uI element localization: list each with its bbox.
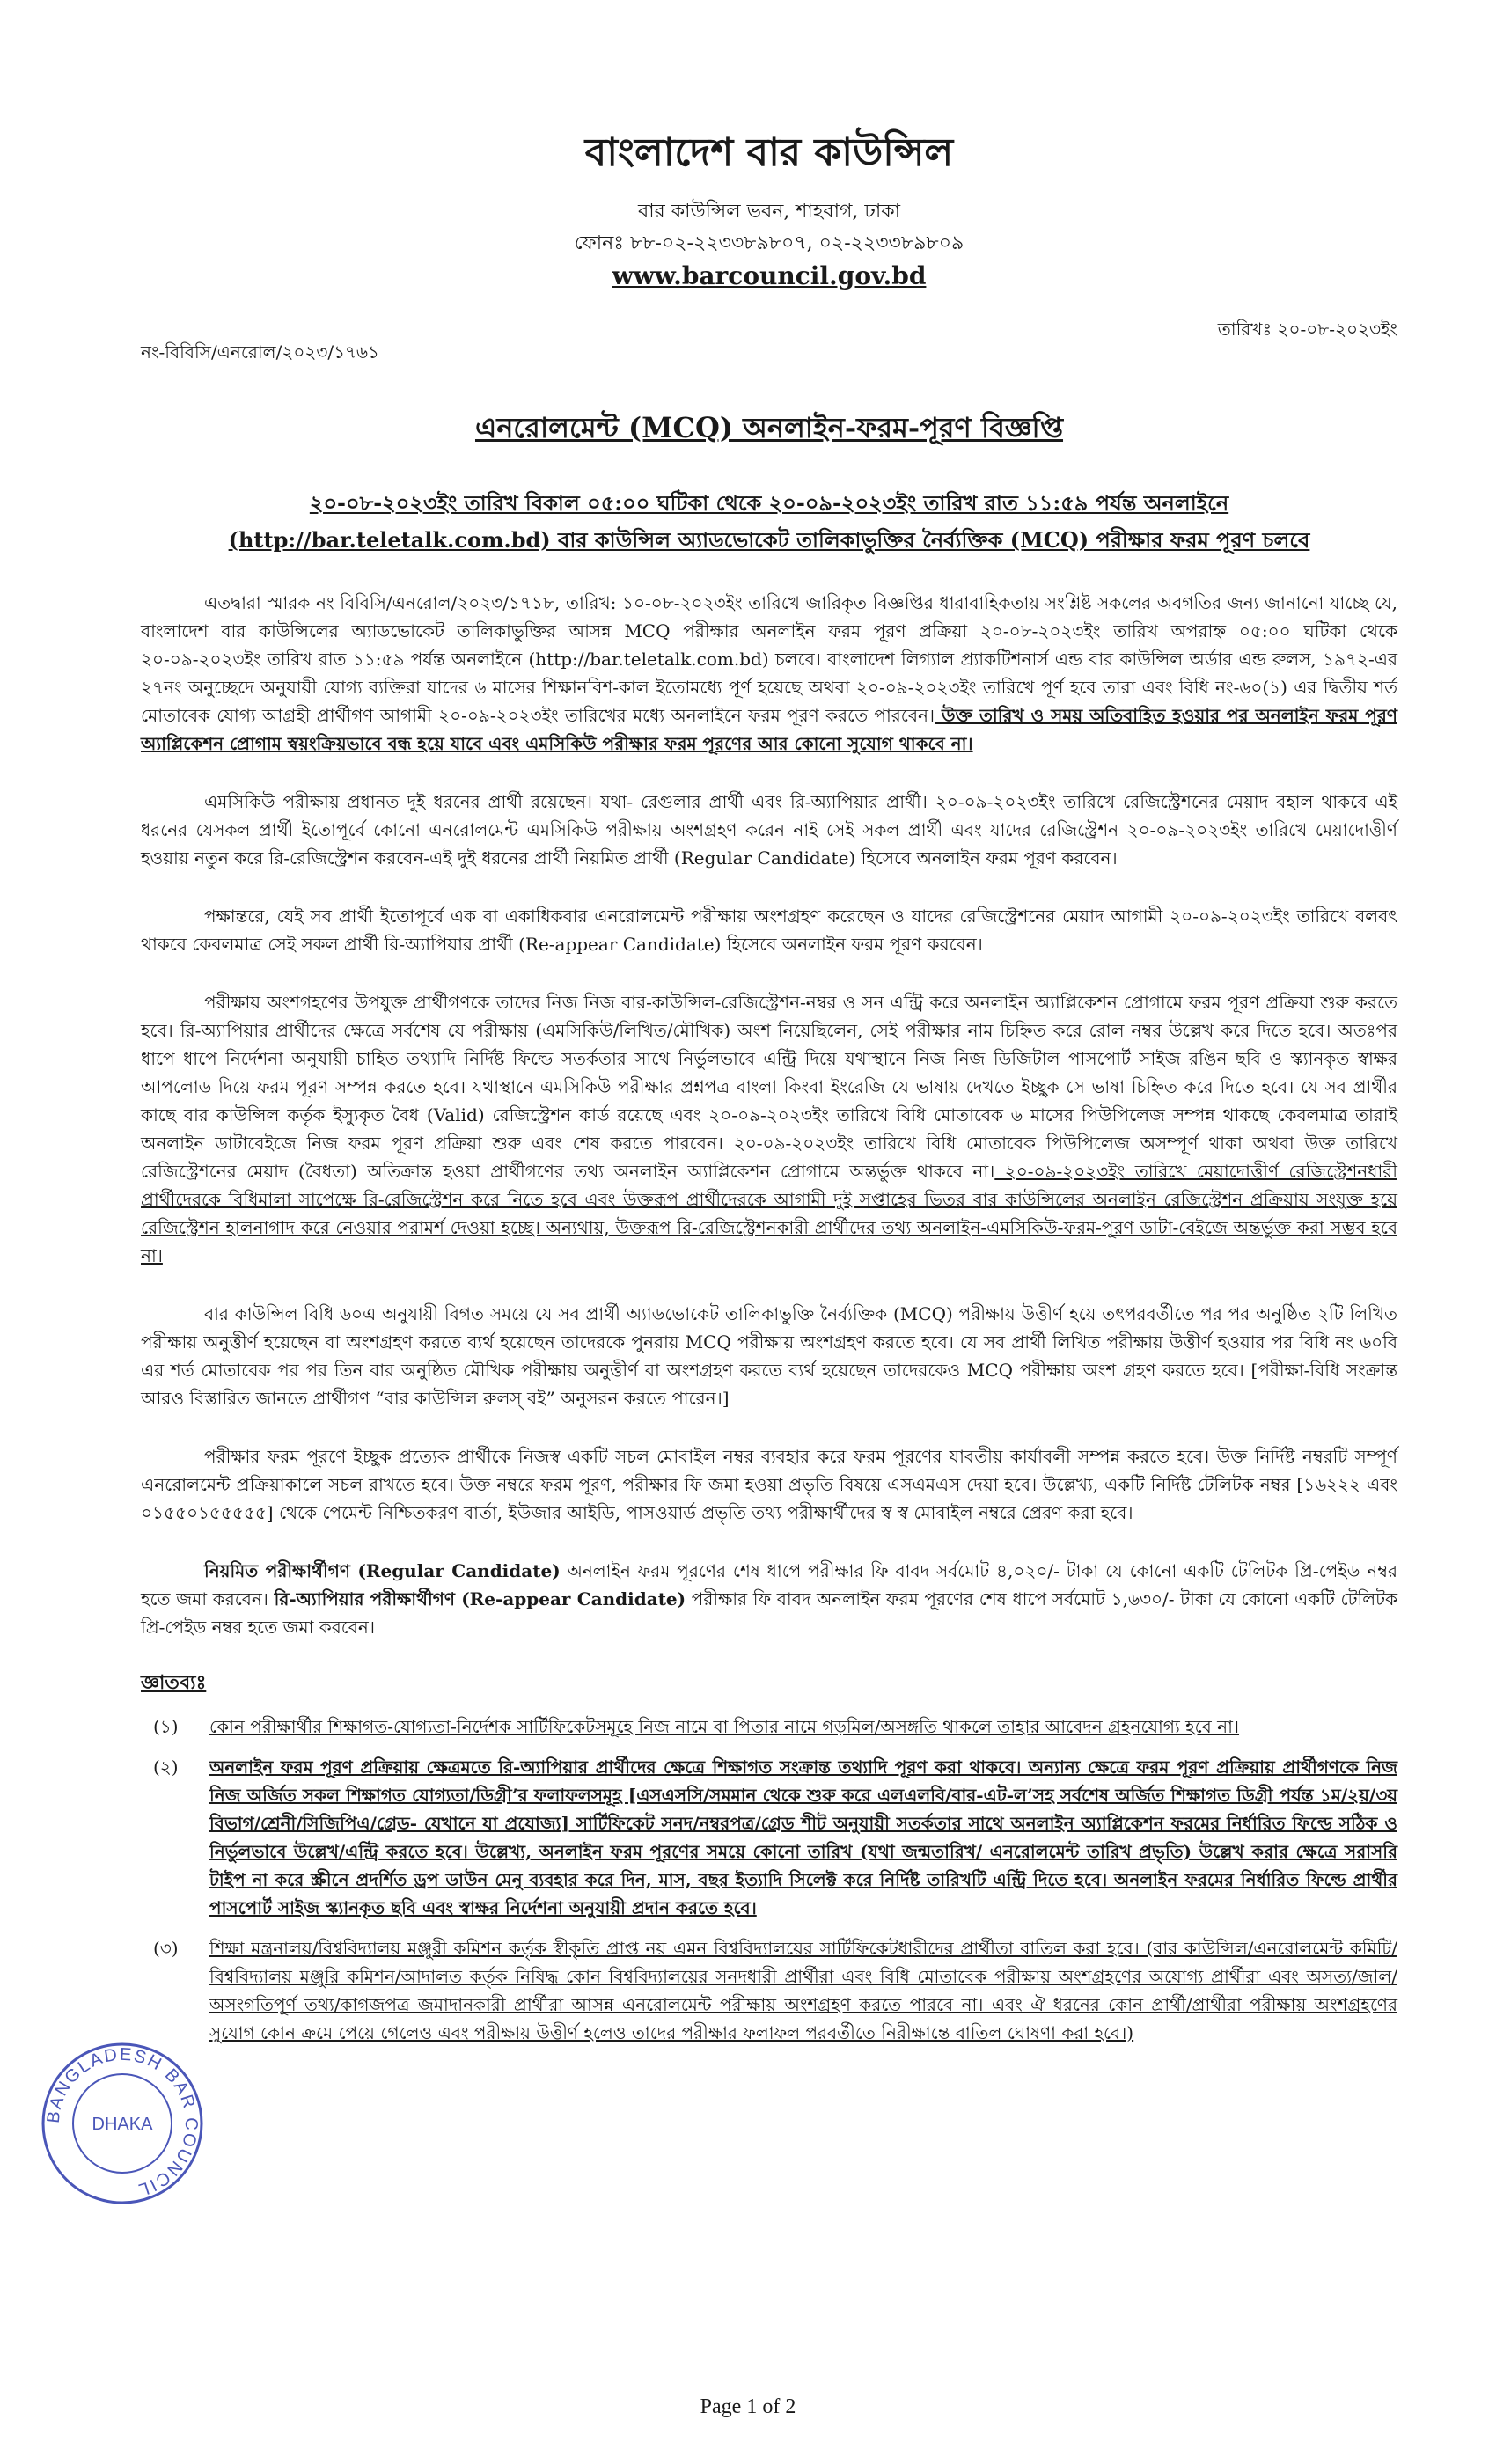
issue-date: তারিখঃ ২০-০৮-২০২৩ইং <box>1217 319 1397 340</box>
page-number: Page 1 of 2 <box>700 2395 796 2418</box>
notice-subtitle-line-2: (http://bar.teletalk.com.bd) বার কাউন্সিল অ্যাডভোকেট তালিকাভুক্তির নৈর্ব্যক্তিক (MCQ) পরীক্ষার ফরম পূরণ চলবে <box>228 527 1310 553</box>
note-number: (২) <box>153 1756 179 1778</box>
paragraph-1-deadline-warning: উক্ত তারিখ ও সময় অতিবাহিত হওয়ার পর অনলাইন ফরম পূরণ অ্যাপ্লিকেশন প্রোগাম স্বয়ংক্রিয়ভাবে বন্ধ হয়ে যাবে এবং এমসিকিউ পরীক্ষার ফরম পূরণের আর কোনো সুযোগ থাকবে না। <box>141 705 1397 754</box>
website-link[interactable]: www.barcouncil.gov.bd <box>612 261 927 290</box>
note-item <box>141 1712 1397 1741</box>
reappear-candidate-label: রি-অ্যাপিয়ার পরীক্ষার্থীগণ (Re-appear Candidate) <box>274 1588 686 1610</box>
letterhead <box>141 123 1397 290</box>
notes-heading: জ্ঞাতব্যঃ <box>141 1671 207 1694</box>
reappear-fee-text: পরীক্ষার ফি বাবদ অনলাইন ফরম পূরণের শেষ ধাপে সর্বমোট ১,৬৩০/- টাকা যে কোনো একটি টেলিটক প্রি-পেইড নম্বর হতে জমা করবেন। <box>141 1588 1397 1638</box>
memo-number: নং-বিবিসি/এনরোল/২০২৩/১৭৬১ <box>141 341 380 363</box>
paragraph-6: পরীক্ষার ফরম পূরণে ইচ্ছুক প্রত্যেক প্রার্থীকে নিজস্ব একটি সচল মোবাইল নম্বর ব্যবহার করে ফরম পূরণের যাবতীয় কার্যাবলী সম্পন্ন করতে হবে। উক্ত নির্দিষ্ট নম্বরটি সম্পূর্ণ এনরোলমেন্ট প্রক্রিয়াকালে সচল রাখতে হবে। উক্ত নম্বরে ফরম পূরণ, পরীক্ষার ফি জমা হওয়া প্রভৃতি বিষয়ে এসএমএস দেয়া হবে। উল্লেখ্য, একটি নির্দিষ্ট টেলিটক নম্বর [১৬২২২ এবং ০১৫৫০১৫৫৫৫৫] থেকে পেমেন্ট নিশ্চিতকরণ বার্তা, ইউজার আইডি, পাসওয়ার্ড প্রভৃতি তথ্য পরীক্ষার্থীদের স্ব স্ব মোবাইল নম্বরে প্রেরণ করা হবে। <box>141 1446 1397 1523</box>
paragraph-1-text: এতদ্বারা স্মারক নং বিবিসি/এনরোল/২০২৩/১৭১৮, তারিখ: ১০-০৮-২০২৩ইং তারিখে জারিকৃত বিজ্ঞপ্তির ধারাবাহিকতায় সংশ্লিষ্ট সকলের অবগতির জন্য জানানো যাচ্ছে যে, বাংলাদেশ বার কাউন্সিলের অ্যাডভোকেট তালিকাভুক্তির আসন্ন MCQ পরীক্ষার অনলাইন ফরম পূরণ প্রক্রিয়া ২০-০৮-২০২৩ইং তারিখ অপরাহ্ন ০৫:০০ ঘটিকা থেকে ২০-০৯-২০২৩ইং তারিখ রাত ১১:৫৯ পর্যন্ত অনলাইনে (http://bar.teletalk.com.bd) চলবে। বাংলাদেশ লিগ্যাল প্র্যাকটিশনার্স এন্ড বার কাউন্সিল অর্ডার এন্ড রুলস, ১৯৭২-এর ২৭নং অনুচ্ছেদে অনুযায়ী যোগ্য ব্যক্তিরা যাদের ৬ মাসের শিক্ষানবিশ-কাল ইতোমধ্যে পূর্ণ হয়েছে অথবা ২০-০৯-২০২৩ইং তারিখে পূর্ণ হবে তারা এবং বিধি নং-৬০(১) এর দ্বিতীয় শর্ত মোতাবেক যোগ্য আগ্রহী প্রার্থীগণ আগামী ২০-০৯-২০২৩ইং তারিখের মধ্যে অনলাইনে ফরম পূরণ করতে পারবেন। <box>141 592 1397 726</box>
note-item <box>141 1753 1397 1922</box>
paragraph-4-re-registration-note: ২০-০৯-২০২৩ইং তারিখে মেয়াদোত্তীর্ণ রেজিস্ট্রেশনধারী প্রার্থীদেরকে বিধিমালা সাপেক্ষে রি-রেজিস্ট্রেশন করে নিতে হবে এবং উক্তরূপ প্রার্থীদেরকে আগামী দুই সপ্তাহের ভিতর বার কাউন্সিলের অনলাইন রেজিস্ট্রেশন প্রক্রিয়ায় সংযুক্ত হয়ে রেজিস্ট্রেশন হালনাগাদ করে নেওয়ার পরামর্শ দেওয়া হচ্ছে। অন্যথায়, উক্তরূপ রি-রেজিস্ট্রেশনকারী প্রার্থীদের তথ্য অনলাইন-এমসিকিউ-ফরম-পূরণ ডাটা-বেইজে অন্তর্ভুক্ত করা সম্ভব হবে না। <box>141 1161 1397 1266</box>
notice-title <box>141 406 1397 453</box>
note-text: অনলাইন ফরম পূরণ প্রক্রিয়ায় ক্ষেত্রমতে রি-অ্যাপিয়ার প্রার্থীদের ক্ষেত্রে শিক্ষাগত সংক্রান্ত তথ্যাদি পূরণ করা থাকবে। অন্যান্য ক্ষেত্রে ফরম পূরণ প্রক্রিয়ায় প্রার্থীগণকে নিজ নিজ অর্জিত সকল শিক্ষাগত যোগ্যতা/ডিগ্রী’র ফলাফলসমূহ [এসএসসি/সমমান থেকে শুরু করে এলএলবি/বার-এট-ল’সহ সর্বশেষ অর্জিত শিক্ষাগত ডিগ্রী পর্যন্ত ১ম/২য়/৩য় বিভাগ/শ্রেনী/সিজিপিএ/গ্রেড- যেখানে যা প্রযোজ্য] সার্টিফিকেট সনদ/নম্বরপত্র/গ্রেড শীট অনুযায়ী সতর্কতার সাথে অনলাইন অ্যাপ্লিকেশন ফরমের নির্ধারিত ফিল্ডে সঠিক ও নির্ভুলভাবে উল্লেখ/এন্ট্রি করতে হবে। উল্লেখ্য, অনলাইন ফরম পূরণের সময়ে কোনো তারিখ (যথা জন্মতারিখ/ এনরোলমেন্ট তারিখ প্রভৃতি) উল্লেখ করার ক্ষেত্রে সরাসরি টাইপ না করে স্ক্রীনে প্রদর্শিত ড্রপ ডাউন মেনু ব্যবহার করে দিন, মাস, বছর ইত্যাদি সিলেক্ট করে নির্দিষ্ট তারিখটি এন্ট্রি দিতে হবে। অনলাইন ফরমের নির্ধারিত ফিল্ডে প্রার্থীর পাসপোর্ট সাইজ স্ক্যানকৃত ছবি এবং স্বাক্ষর নির্দেশনা অনুযায়ী প্রদান করতে হবে। <box>209 1756 1397 1918</box>
address: বার কাউন্সিল ভবন, শাহবাগ, ঢাকা <box>638 201 900 223</box>
note-text: শিক্ষা মন্ত্রনালয়/বিশ্ববিদ্যালয় মঞ্জুরী কমিশন কর্তৃক স্বীকৃতি প্রাপ্ত নয় এমন বিশ্ববিদ্যালয়ের সার্টিফিকেটধারীদের প্রার্থীতা বাতিল করা হবে। (বার কাউন্সিল/এনরোলমেন্ট কমিটি/বিশ্ববিদ্যালয় মঞ্জুরি কমিশন/আদালত কর্তৃক নিষিদ্ধ কোন বিশ্ববিদ্যালয়ের সনদধারী প্রার্থীরা এবং বিধি মোতাবেক পরীক্ষায় অংশগ্রহণের অযোগ্য প্রার্থীরা এবং অসত্য/জাল/অসংগতিপূর্ণ তথ্য/কাগজপত্র জমাদানকারী প্রার্থীরা আসন্ন এনরোলমেন্ট পরীক্ষায় অংশগ্রহণ করতে পারবে না। এবং ঐ ধরনের কোন প্রার্থী/প্রার্থীরা পরীক্ষায় অংশগ্রহণের সুযোগ কোন ক্রমে পেয়ে গেলেও এবং পরীক্ষায় উত্তীর্ণ হলেও তাদের পরীক্ষার ফলাফল পরবর্তীতে নিরীক্ষান্তে বাতিল ঘোষণা করা হবে।) <box>209 1938 1397 2043</box>
paragraph-4 <box>141 988 1397 1270</box>
regular-fee-text: অনলাইন ফরম পূরণের শেষ ধাপে পরীক্ষার ফি বাবদ সর্বমোট ৪,০২০/- টাকা যে কোনো একটি টেলিটক প্রি-পেইড নম্বর হতে জমা করবেন। <box>141 1560 1397 1610</box>
regular-candidate-label: নিয়মিত পরীক্ষার্থীগণ (Regular Candidate) <box>204 1560 561 1581</box>
seal-ring-text: BANGLADESH BAR COUNCIL <box>43 2044 202 2200</box>
notice-subtitle-line-1: ২০-০৮-২০২৩ইং তারিখ বিকাল ০৫:০০ ঘটিকা থেকে ২০-০৯-২০২৩ইং তারিখ রাত ১১:৫৯ পর্যন্ত অনলাইনে <box>309 490 1229 516</box>
paragraph-3: পক্ষান্তরে, যেই সব প্রার্থী ইতোপূর্বে এক বা একাধিকবার এনরোলমেন্ট পরীক্ষায় অংশগ্রহণ করেছেন ও যাদের রেজিস্ট্রেশনের মেয়াদ আগামী ২০-০৯-২০২৩ইং তারিখে বলবৎ থাকবে কেবলমাত্র সেই সকল প্রার্থী রি-অ্যাপিয়ার প্রার্থী (Re-appear Candidate) হিসেবে অনলাইন ফরম পূরণ করবেন। <box>141 906 1397 955</box>
phone-numbers: ফোনঃ ৮৮-০২-২২৩৩৮৯৮০৭, ০২-২২৩৩৮৯৮০৯ <box>574 232 964 254</box>
paragraph-4-text: পরীক্ষায় অংশগহণের উপযুক্ত প্রার্থীগণকে তাদের নিজ নিজ বার-কাউন্সিল-রেজিস্ট্রেশন-নম্বর ও সন এন্ট্রি করে অনলাইন অ্যাপ্লিকেশন প্রোগামে ফরম পূরণ প্রক্রিয়া শুরু করতে হবে। রি-অ্যাপিয়ার প্রার্থীদের ক্ষেত্রে সর্বশেষ যে পরীক্ষায় (এমসিকিউ/লিখিত/মৌখিক) অংশ নিয়েছিলেন, সেই পরীক্ষার নাম চিহ্নিত করে রোল নম্বর উল্লেখ করে দিতে হবে। অতঃপর ধাপে ধাপে নির্দেশনা অনুযায়ী চাহিত তথ্যাদি নির্দিষ্ট ফিল্ডে সতর্কতার সাথে নির্ভুলভাবে এন্ট্রি দিয়ে যথাস্থানে নিজ নিজ ডিজিটাল পাসপোর্ট সাইজ রঙিন ছবি ও স্ক্যানকৃত স্বাক্ষর আপলোড দিয়ে ফরম পূরণ সম্পন্ন করতে হবে। যথাস্থানে এমসিকিউ পরীক্ষার প্রশ্নপত্র বাংলা কিংবা ইংরেজি যে ভাষায় দেখতে ইচ্ছুক সে ভাষা চিহ্নিত করে দিতে হবে। যে সব প্রার্থীর কাছে বার কাউন্সিল কর্তৃক ইস্যুকৃত বৈধ (Valid) রেজিস্ট্রেশন কার্ড রয়েছে এবং ২০-০৯-২০২৩ইং তারিখে বিধি মোতাবেক ৬ মাসের পিউপিলেজ সম্পন্ন থাকছে কেবলমাত্র তারাই অনলাইন ডাটাবেইজে নিজ ফরম পূরণ প্রক্রিয়া শুরু এবং শেষ করতে পারবেন। ২০-০৯-২০২৩ইং তারিখে বিধি মোতাবেক পিউপিলেজ অসম্পূর্ণ থাকা অথবা উক্ত তারিখে রেজিস্ট্রেশনের মেয়াদ (বৈধতা) অতিক্রান্ত হওয়া প্রার্থীগণের তথ্য অনলাইন অ্যাপ্লিকেশন প্রোগামে অন্তর্ভুক্ত থাকবে না। <box>141 992 1397 1182</box>
organization-name: বাংলাদেশ বার কাউন্সিল <box>584 130 954 175</box>
paragraph-5: বার কাউন্সিল বিধি ৬০এ অনুযায়ী বিগত সময়ে যে সব প্রার্থী অ্যাডভোকেট তালিকাভুক্তি নৈর্ব্যক্তিক (MCQ) পরীক্ষায় উত্তীর্ণ হয়ে তৎপরবর্তীতে পর পর অনুষ্ঠিত ২টি লিখিত পরীক্ষায় অনুত্তীর্ণ হয়েছেন বা অংশগ্রহণ করতে ব্যর্থ হয়েছেন তাদেরকে পুনরায় MCQ পরীক্ষায় অংশগ্রহণ করতে হবে। যে সব প্রার্থী লিখিত পরীক্ষায় উত্তীর্ণ হওয়ার পর বিধি নং ৬০বি এর শর্ত মোতাবেক পর পর তিন বার অনুষ্ঠিত মৌখিক পরীক্ষায় অনুত্তীর্ণ বা অংশগ্রহণ করতে ব্যর্থ হয়েছেন তাদেরকেও MCQ পরীক্ষায় অংশ গ্রহণ করতে হবে। [পরীক্ষা-বিধি সংক্রান্ত আরও বিস্তারিত জানতে প্রার্থীগণ “বার কাউন্সিল রুলস্‌ বই” অনুসরন করতে পারেন।] <box>141 1303 1397 1409</box>
note-number: (৩) <box>153 1938 179 1959</box>
seal-center-text: DHAKA <box>92 2115 153 2134</box>
note-number: (১) <box>153 1716 179 1737</box>
paragraph-1 <box>141 589 1397 758</box>
paragraph-7-fees <box>141 1557 1397 1641</box>
note-text: কোন পরীক্ষার্থীর শিক্ষাগত-যোগ্যতা-নির্দেশক সার্টিফিকেটসমূহে নিজ নামে বা পিতার নামে গড়মিল/অসঙ্গতি থাকলে তাহার আবেদন গ্রহনযোগ্য হবে না। <box>209 1716 1240 1737</box>
note-item <box>141 1934 1397 2047</box>
notice-title-text: এনরোলমেন্ট (MCQ) অনলাইন-ফরম-পূরণ বিজ্ঞপ্তি <box>474 411 1064 444</box>
reference-row <box>141 317 1397 369</box>
paragraph-2: এমসিকিউ পরীক্ষায় প্রধানত দুই ধরনের প্রার্থী রয়েছেন। যথা- রেগুলার প্রার্থী এবং রি-অ্যাপিয়ার প্রার্থী। ২০-০৯-২০২৩ইং তারিখে রেজিস্ট্রেশনের মেয়াদ বহাল থাকবে এই ধরনের যেসকল প্রার্থী ইতোপূর্বে কোনো এনরোলমেন্ট এমসিকিউ পরীক্ষায় অংশগ্রহণ করেন নাই সেই সকল প্রার্থী এবং যাদের রেজিস্ট্রেশন ২০-০৯-২০২৩ইং তারিখে মেয়াদোত্তীর্ণ হওয়ায় নতুন করে রি-রেজিস্ট্রেশন করবেন-এই দুই ধরনের প্রার্থী নিয়মিত প্রার্থী (Regular Candidate) হিসেবে অনলাইন ফরম পূরণ করবেন। <box>141 791 1397 869</box>
bar-council-seal-icon <box>39 2040 206 2207</box>
